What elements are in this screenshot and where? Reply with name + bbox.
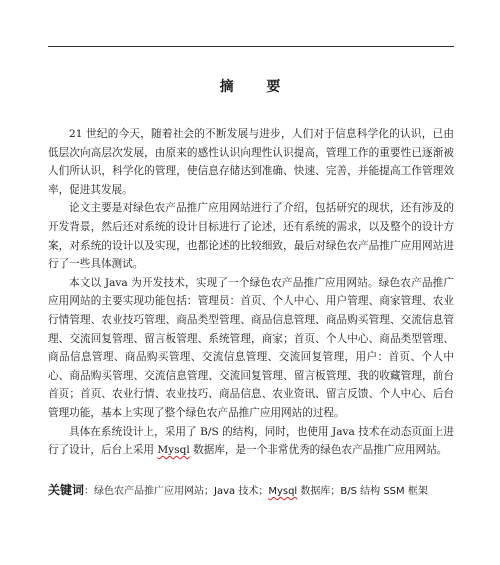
abstract-body: [48, 125, 454, 460]
keywords-label: 关键词: [48, 483, 85, 497]
mysql-term: Mysql: [157, 444, 190, 457]
keywords-text-a: ：绿色农产品推广应用网站；Java 技术；: [84, 486, 269, 497]
header-rule: [48, 46, 454, 47]
abstract-title: 摘 要: [219, 79, 295, 95]
keywords-text-b: 数据库；B/S 结构 SSM 框架: [297, 486, 428, 497]
keywords-mysql-term: Mysql: [268, 486, 298, 497]
abstract-paragraph-1: 21 世纪的今天，随着社会的不断发展与进步，人们对于信息科学化的认识，已由低层次向高层次发展，由原来的感性认识向理性认识提高，管理工作的重要性已逐渐被人们所认识，科学化的管理，使信息存储达到准确、快速、完善，并能提高工作管理效率，促进其发展。: [48, 128, 454, 196]
abstract-paragraph-3: 本文以 Java 为开发技术，实现了一个绿色农产品推广应用网站。绿色农产品推广应用网站的主要实现功能包括：管理员：首页、个人中心、用户管理、商家管理、农业行情管理、农业技巧管理、商品类型管理、商品信息管理、商品购买管理、交流信息管理、交流回复管理、留言板管理、系统管理，商家；首页、个人中心、商品类型管理、商品信息管理、商品购买管理、交流信息管理、交流回复管理，用户：首页、个人中心、商品购买管理、交流信息管理、交流回复管理、留言板管理、我的收藏管理，前台首页；首页、农业行情、农业技巧、商品信息、农业资讯、留言反馈、个人中心、后台管理功能，基本上实现了整个绿色农产品推广应用网站的过程。: [48, 276, 454, 419]
paragraph-4-text-b: 数据库，是一个非常优秀的绿色农产品推广应用网站。: [189, 444, 448, 457]
abstract-paragraph-4: [48, 423, 454, 460]
keywords-line: [48, 481, 468, 501]
paragraph-4-text-a: 具体在系统设计上，采用了 B/S 的结构，同时，也使用 Java 技术在动态页面上进行了设计，后台上采用: [48, 425, 454, 457]
abstract-paragraph-2: 论文主要是对绿色农产品推广应用网站进行了介绍，包括研究的现状，还有涉及的开发背景，然后还对系统的设计目标进行了论述，还有系统的需求，以及整个的设计方案，对系统的设计以及实现，也都论述的比较细致，最后对绿色农产品推广应用网站进行了一些具体测试。: [48, 202, 454, 271]
